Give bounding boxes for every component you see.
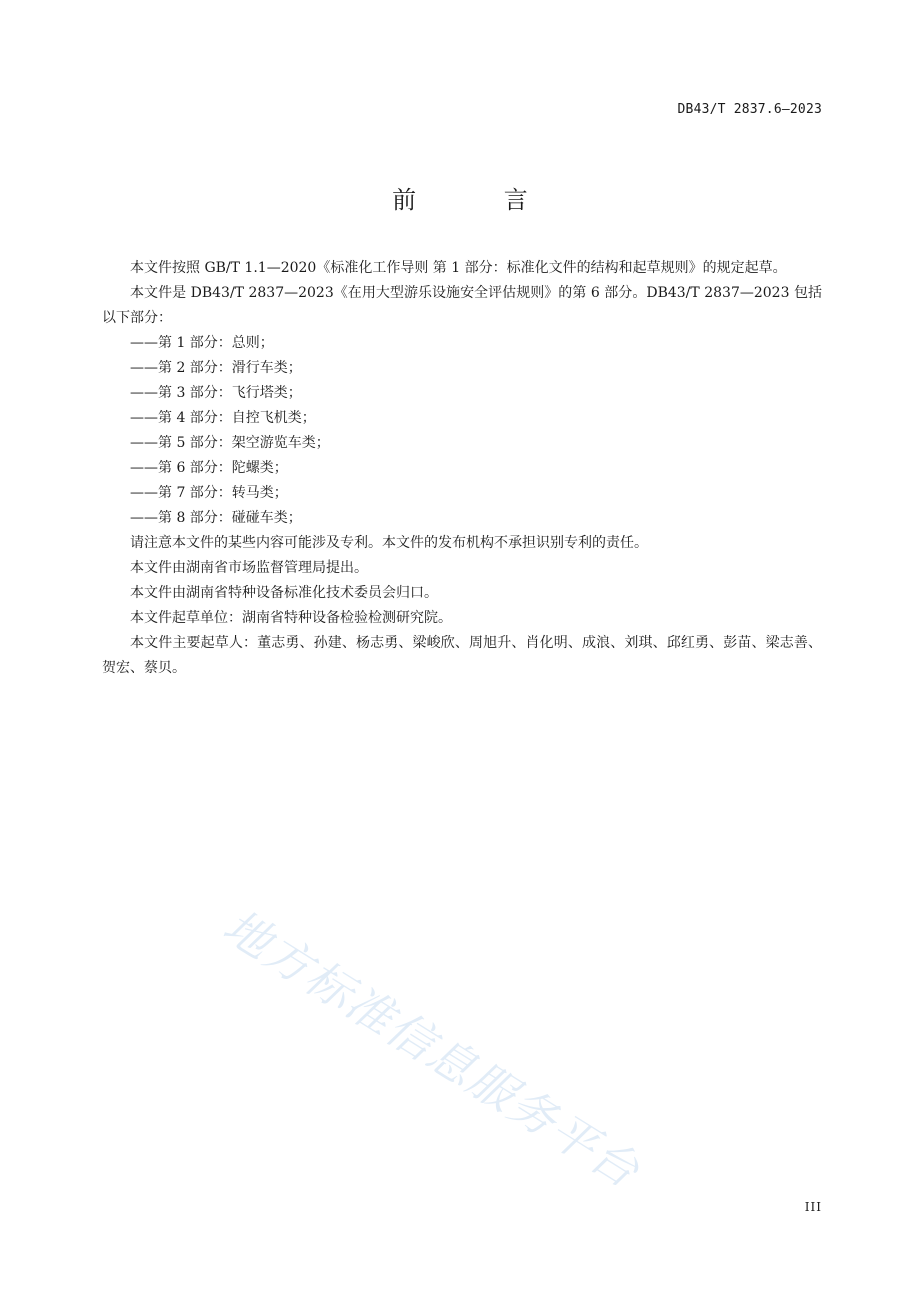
list-item: ——第 3 部分：飞行塔类；	[130, 385, 302, 401]
list-item: ——第 6 部分：陀螺类；	[130, 460, 288, 476]
list-item: ——第 2 部分：滑行车类；	[130, 360, 302, 376]
document-body	[102, 256, 822, 681]
paragraph-patent-notice: 请注意本文件的某些内容可能涉及专利。本文件的发布机构不承担识别专利的责任。	[130, 535, 648, 551]
paragraph-part-info: 本文件是 DB43/T 2837—2023《在用大型游乐设施安全评估规则》的第 6 部分。DB43/T 2837—2023 包括以下部分：	[102, 285, 822, 326]
list-item: ——第 5 部分：架空游览车类；	[130, 435, 330, 451]
page-number: III	[804, 1200, 822, 1214]
list-item: ——第 7 部分：转马类；	[130, 485, 288, 501]
list-item: ——第 4 部分：自控飞机类；	[130, 410, 316, 426]
watermark: 地方标准信息服务平台	[214, 898, 650, 1199]
paragraph-drafters: 本文件主要起草人：董志勇、孙建、杨志勇、梁峻欣、周旭升、肖化明、成浪、刘琪、邱红勇、彭苗、梁志善、贺宏、蔡贝。	[102, 635, 822, 676]
page-title: 前 言	[392, 186, 568, 214]
paragraph-drafting-unit: 本文件起草单位：湖南省特种设备检验检测研究院。	[130, 610, 452, 626]
list-item: ——第 1 部分：总则；	[130, 335, 274, 351]
paragraph-drafting-rules: 本文件按照 GB/T 1.1—2020《标准化工作导则 第 1 部分：标准化文件的结构和起草规则》的规定起草。	[130, 260, 787, 276]
document-code: DB43/T 2837.6—2023	[677, 102, 822, 117]
parts-list	[102, 331, 822, 531]
list-item: ——第 8 部分：碰碰车类；	[130, 510, 302, 526]
paragraph-proposed-by: 本文件由湖南省市场监督管理局提出。	[130, 560, 368, 576]
paragraph-managed-by: 本文件由湖南省特种设备标准化技术委员会归口。	[130, 585, 438, 601]
